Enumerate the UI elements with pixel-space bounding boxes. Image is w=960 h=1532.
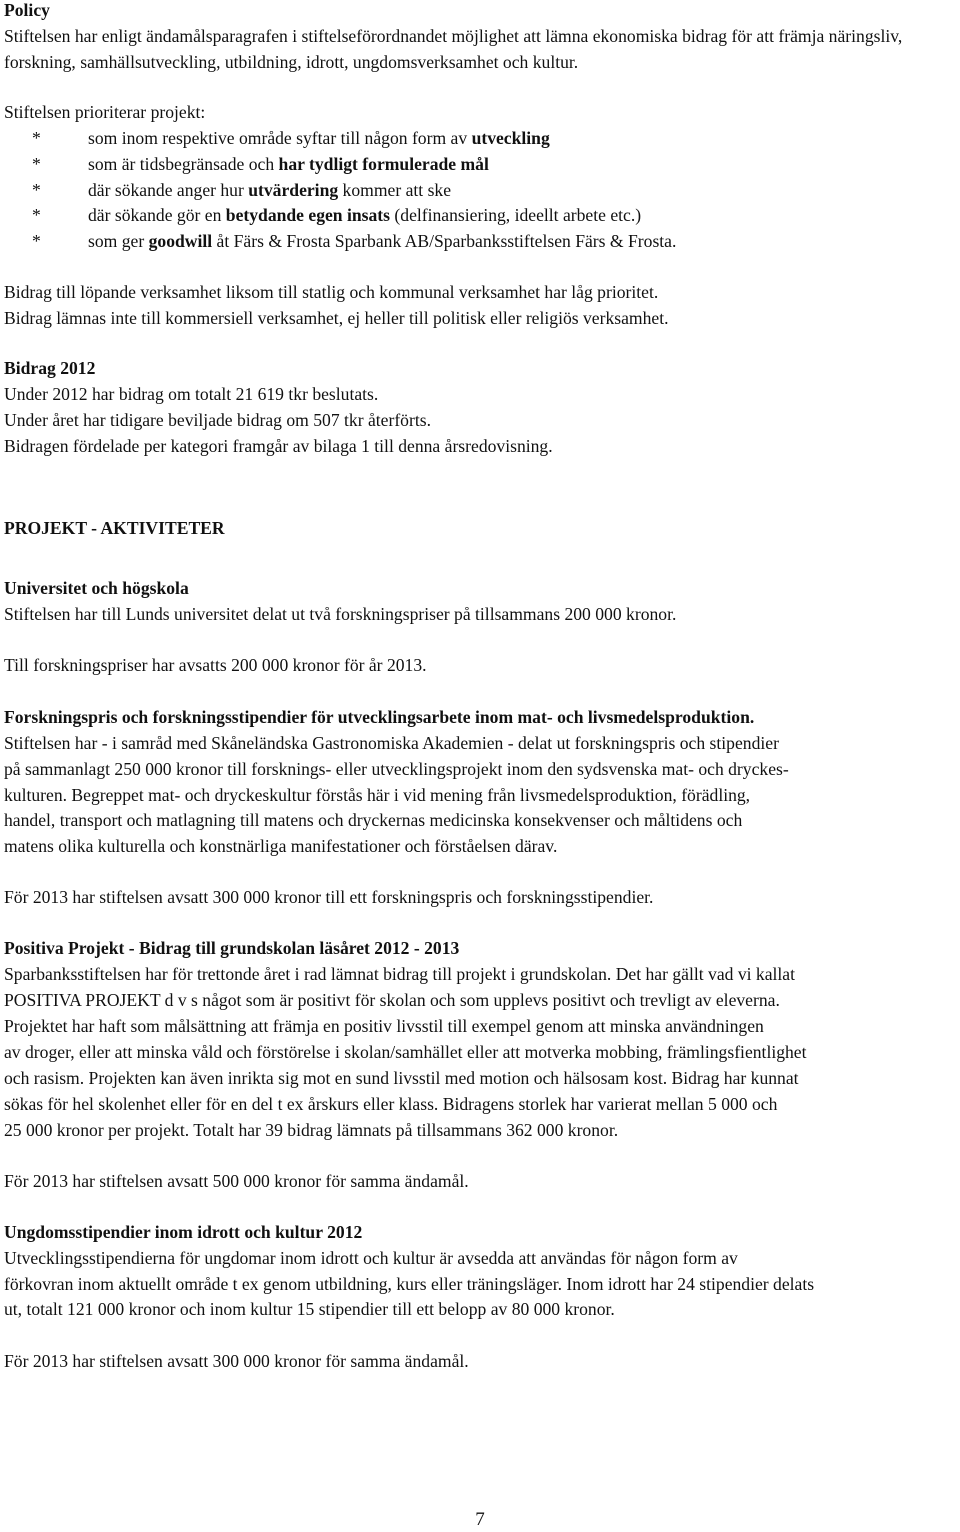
policy-intro: Stiftelsen har enligt ändamålsparagrafen i stiftelseförordnandet möjlighet att lämna ekonomiska bidrag för att främja näringsliv, forskning, samhällsutveckling, utbildning, idrott, ungdomsverksamhet och kultur. <box>4 25 903 72</box>
universitet-text: Stiftelsen har till Lunds universitet delat ut två forskningspriser på tillsammans 200 000 kronor. <box>4 604 677 624</box>
forskningspris-line: kulturen. Begreppet mat- och dryckeskultur förstås här i vid mening från livsmedelsproduktion, förädling, <box>4 785 751 805</box>
universitet-note: Till forskningspriser har avsatts 200 000 kronor för år 2013. <box>4 655 427 675</box>
positiva-line: Projektet har haft som målsättning att främja en positiv livsstil till exempel genom att minska användningen <box>4 1016 764 1036</box>
low-priority-text: Bidrag till löpande verksamhet liksom till statlig och kommunal verksamhet har låg prioritet. <box>4 282 659 302</box>
policy-heading: Policy <box>4 0 50 20</box>
ungdom-line: Utvecklingsstipendierna för ungdomar inom idrott och kultur är avsedda att användas för någon form av <box>4 1248 738 1268</box>
priority-item: * som ger goodwill åt Färs & Frosta Sparbank AB/Sparbanksstiftelsen Färs & Frosta. <box>4 229 958 255</box>
forskningspris-line: på sammanlagt 250 000 kronor till forsknings- eller utvecklingsprojekt inom den sydsvenska mat- och dryckes- <box>4 759 789 779</box>
bidrag-line: Under 2012 har bidrag om totalt 21 619 tkr beslutats. <box>4 384 379 404</box>
ungdom-note: För 2013 har stiftelsen avsatt 300 000 kronor för samma ändamål. <box>4 1351 469 1371</box>
forskningspris-heading: Forskningspris och forskningsstipendier för utvecklingsarbete inom mat- och livsmedelsproduktion. <box>4 707 755 727</box>
ungdom-heading: Ungdomsstipendier inom idrott och kultur 2012 <box>4 1222 363 1242</box>
priorities-lead: Stiftelsen prioriterar projekt: <box>4 102 206 122</box>
not-given-text: Bidrag lämnas inte till kommersiell verksamhet, ej heller till politisk eller religiös verksamhet. <box>4 308 669 328</box>
universitet-heading: Universitet och högskola <box>4 578 189 598</box>
page-number: 7 <box>475 1509 485 1530</box>
positiva-line: 25 000 kronor per projekt. Totalt har 39 bidrag lämnats på tillsammans 362 000 kronor. <box>4 1120 619 1140</box>
priority-item: * där sökande gör en betydande egen insats (delfinansiering, ideellt arbete etc.) <box>4 203 958 229</box>
projekt-heading: PROJEKT - AKTIVITETER <box>4 518 225 538</box>
bidrag-line: Under året har tidigare beviljade bidrag om 507 tkr återförts. <box>4 410 431 430</box>
forskningspris-note: För 2013 har stiftelsen avsatt 300 000 kronor till ett forskningspris och forskningsstipendier. <box>4 887 654 907</box>
priority-item: * som inom respektive område syftar till någon form av utveckling <box>4 126 958 152</box>
forskningspris-line: handel, transport och matlagning till matens och dryckernas medicinska konsekvenser och måltidens och <box>4 810 743 830</box>
positiva-line: och rasism. Projekten kan även inrikta sig mot en sund livsstil med motion och hälsosam kost. Bidrag har kunnat <box>4 1068 799 1088</box>
bullet-marker: * <box>32 179 41 200</box>
positiva-heading: Positiva Projekt - Bidrag till grundskolan läsåret 2012 - 2013 <box>4 938 460 958</box>
positiva-line: POSITIVA PROJEKT d v s något som är positivt för skolan och som upplevs positivt och trevligt av eleverna. <box>4 990 780 1010</box>
positiva-line: Sparbanksstiftelsen har för trettonde året i rad lämnat bidrag till projekt i grundskolan. Det har gällt vad vi kallat <box>4 964 795 984</box>
positiva-note: För 2013 har stiftelsen avsatt 500 000 kronor för samma ändamål. <box>4 1171 469 1191</box>
bidrag-heading: Bidrag 2012 <box>4 358 96 378</box>
bullet-marker: * <box>32 128 41 148</box>
priority-item: * där sökande anger hur utvärdering kommer att ske <box>4 178 958 204</box>
bullet-marker: * <box>32 153 41 174</box>
positiva-line: av droger, eller att minska våld och förstörelse i skolan/samhället eller att motverka mobbing, främlingsfientlighet <box>4 1042 807 1062</box>
positiva-line: sökas för hel skolenhet eller för en del t ex årskurs eller klass. Bidragens storlek har varierat mellan 5 000 och <box>4 1094 778 1114</box>
ungdom-line: förkovran inom aktuellt område t ex genom utbildning, kurs eller träningsläger. Inom idrott har 24 stipendier delats <box>4 1274 815 1294</box>
bullet-marker: * <box>32 205 41 226</box>
priorities-list <box>4 126 958 255</box>
priority-item: * som är tidsbegränsade och har tydligt formulerade mål <box>4 152 958 178</box>
forskningspris-line: Stiftelsen har - i samråd med Skåneländska Gastronomiska Akademien - delat ut forskningspris och stipendier <box>4 733 779 753</box>
forskningspris-line: matens olika kulturella och konstnärliga manifestationer och förståelsen därav. <box>4 836 558 856</box>
ungdom-line: ut, totalt 121 000 kronor och inom kultur 15 stipendier till ett belopp av 80 000 kronor. <box>4 1299 615 1319</box>
bidrag-line: Bidragen fördelade per kategori framgår av bilaga 1 till denna årsredovisning. <box>4 436 553 456</box>
bullet-marker: * <box>32 231 41 252</box>
